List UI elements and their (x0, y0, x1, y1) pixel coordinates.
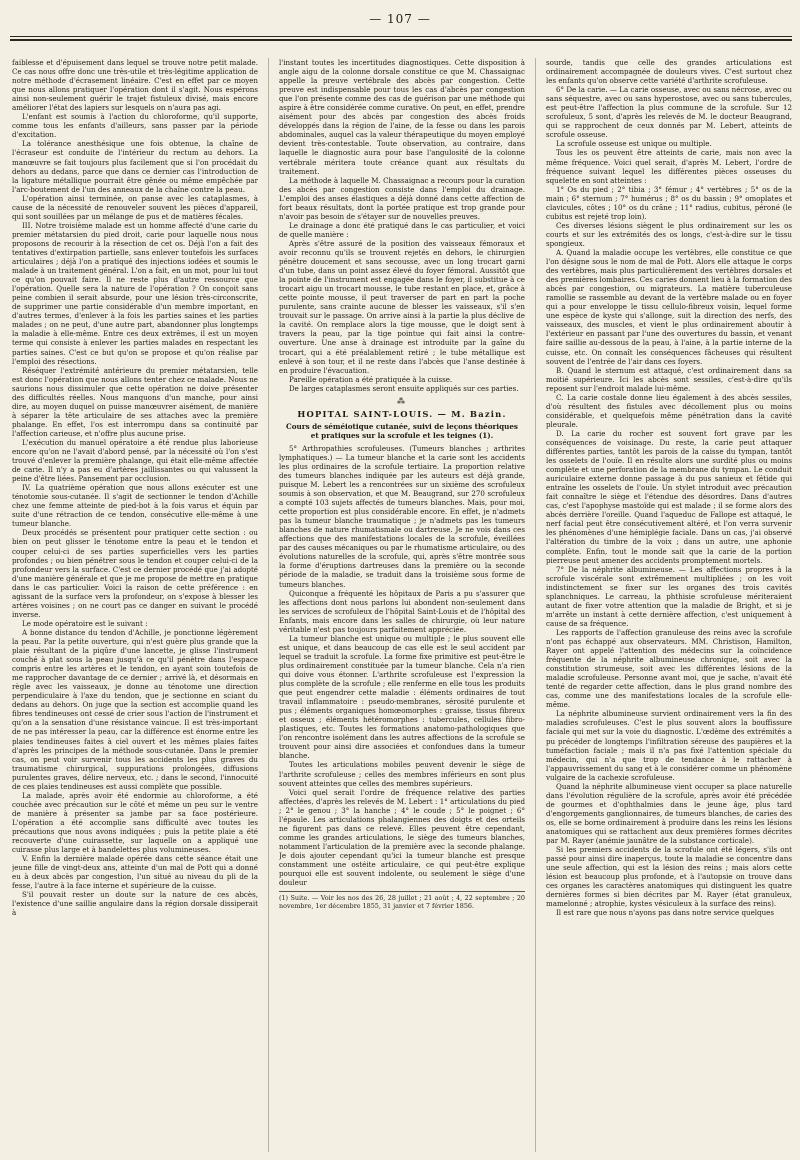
paragraph: Il est rare que nous n'ayons pas dans notre service quelques (556, 908, 774, 918)
paragraph: C. La carie costale donne lieu également à des abcès sessiles, d'où résultent des fistules avec décollement plus ou moins considérable, et quelquefois même pénétration dans la cavité pleurale. (546, 392, 792, 429)
paragraph: Après s'être assuré de la position des vaisseaux fémoraux et avoir reconnu qu'ils se trouvent rejetés en dehors, le chirurgien pénètre doucement et sans secousse, avec un long trocart garni d'un tube, dans un point assez élevé du foyer fémoral. Aussitôt que la pointe de l'instrument est engagée dans le foyer, il substitue à ce trocart aigu un trocart mousse, le tube restant en place, et, grâce à cette pointe mousse, il peut traverser de part en part la poche purulente, sans crainte aucune de blesser les vaisseaux, s'il s'en trouvait sur le passage. On arrive ainsi à la partie la plus déclive de la cavité. On remplace alors la tige mousse, que le doigt sent à travers la peau, par la tige pointue qui fait ainsi la contre-ouverture. Une anse à drainage est introduite par la gaîne du trocart, qui a été préalablement retiré ; le tube métallique est enlevé à son tour, et il ne reste dans l'abcès que l'anse destinée à en produire l'évacuation. (279, 238, 525, 375)
paragraph: La scrofule osseuse est unique ou multiple. (556, 139, 712, 149)
footnote: (1) Suite. — Voir les nos des 26, 28 juillet ; 21 août ; 4, 22 septembre ; 20 novembre, 1er décembre 1855, 31 janvier et 7 février 1856. (279, 891, 525, 910)
paragraph: A bonne distance du tendon d'Achille, je ponctionne légèrement la peau. Par la petite ouverture, qui n'est guère plus grande que la plaie résultant de la piqûre d'une lancette, je glisse l'instrument couché à plat sous la peau jusqu'à ce qu'il pénètre dans l'espace compris entre les artères et le tendon, en ayant soin toutefois de me rapprocher davantage de ce dernier ; arrivé là, et désormais en règle avec les vaisseaux, je donne au ténotome une direction perpendiculaire à l'axe du tendon, que je sectionne en sciant du dedans au dehors. On juge que la section est accomplie quand les fibres tendineuses ont cessé de crier sous l'action de l'instrument et qu'on a la sensation d'une résistance vaincue. Il est très-important de ne pas intéresser la peau, car la différence est énorme entre les plaies tendineuses faites à ciel ouvert et les mêmes plaies faites d'après les principes de la méthode sous-cutanée. Dans le premier cas, on peut voir survenir tous les accidents les plus graves du traumatisme chirurgical, suppurations prolongées, diffusions purulentes graves, délire nerveux, etc. ; dans le second, l'innocuité de ces plaies tendineuses est aussi complète que possible. (12, 627, 258, 791)
paragraph: 7° De la néphrite albumineuse. — Les affections propres à la scrofule viscérale sont extrêmement multipliées ; on les voit indistinctement se fixer sur les organes des trois cavités splanchniques. Le carreau, la phthisie scrofuleuse mériteraient autant de fixer votre attention que la maladie de Bright, et si je m'arrête un instant à cette dernière affection, c'est uniquement à cause de sa fréquence. (546, 564, 792, 628)
paragraph: Ces diverses lésions siègent le plus ordinairement sur les os courts et sur les extrémités des os longs, c'est-à-dire sur le tissu spongieux. (546, 220, 792, 248)
paragraph: Quiconque a fréquenté les hôpitaux de Paris a pu s'assurer que les affections dont nous parlons lui abondent non-seulement dans les services de scrofuleux de l'hôpital Saint-Louis et de l'hôpital des Enfants, mais encore dans les salles de chirurgie, où leur nature véritable n'est pas toujours parfaitement appréciée. (279, 588, 525, 634)
paragraph: L'enfant est soumis à l'action du chloroforme, qu'il supporte, comme tous les enfants d'ailleurs, sans passer par la période d'excitation. (12, 112, 258, 140)
paragraph: La tumeur blanche est unique ou multiple ; le plus souvent elle est unique, et dans beaucoup de cas elle est le seul accident par lequel se traduit la scrofule. La forme fixe primitive est peut-être le plus ordinairement constituée par la tumeur blanche. Cela n'a rien qui doive vous étonner. L'arthrite scrofuleuse est l'expression la plus complète de la scrofule ; elle renferme en elle tous les produits que peut engendrer cette maladie : éléments ordinaires de tout travail inflammatoire : pseudo-membranes, sérosité purulente et pus ; éléments organiques homœomorphes : graisse, tissus fibreux et osseux ; éléments hétéromorphes : tubercules, cellules fibro-plastiques, etc. Toutes les formations anatomo-pathologiques que l'on rencontre isolément dans les autres affections de la scrofule se trouvent pour ainsi dire associées et confondues dans la tumeur blanche. (279, 633, 525, 761)
paragraph: V. Enfin la dernière malade opérée dans cette séance était une jeune fille de vingt-deux ans, atteinte d'un mal de Pott qui a donné eu à deux abcès par congestion, l'un situé au niveau du pli de la fesse, l'autre à la face interne et supérieure de la cuisse. (12, 854, 258, 891)
paragraph: L'opération ainsi terminée, on panse avec les cataplasmes, à cause de la nécessité de renouveler souvent les pièces d'appareil, qui sont souillées par un mélange de pus et de matières fécales. (12, 193, 258, 221)
column-divider (268, 58, 269, 1152)
paragraph: Toutes les articulations mobiles peuvent devenir le siège de l'arthrite scrofuleuse ; celles des membres inférieurs en sont plus souvent atteintes que celles des membres supérieurs. (279, 760, 525, 788)
header-rule (10, 36, 792, 37)
paragraph: faiblesse et d'épuisement dans lequel se trouve notre petit malade. Ce cas nous offre donc une très-utile et très-légitime application de notre méthode d'écrasement linéaire. C'est en effet par ce moyen que nous allons pratiquer l'opération dont il s'agit. Nous espérons ainsi non-seulement guérir le trajet fistuleux divisé, mais encore améliorer l'état des lapiers sur lesquels on n'aura pas agi. (12, 58, 258, 113)
column-3 (546, 58, 792, 1152)
paragraph: l'instant toutes les incertitudes diagnostiques. Cette disposition à angle aigu de la colonne dorsale constitue ce que M. Chassaignac appelle la preuve vertébrale des abcès par congestion. Cette preuve est indispensable pour tous les cas d'abcès par congestion que l'on présente comme des cas de guérison par une méthode qui aspire à être considérée comme curative. On peut, en effet, prendre aisément pour des abcès par congestion des abcès froids développés dans la région de l'aine, de la fesse ou dans les parois abdominales, auquel cas la valeur thérapeutique du moyen employé devient très-contestable. Toute observation, au contraire, dans laquelle le diagnostic aura pour base l'angulosité de la colonne vertébrale méritera toute créance quant aux résultats du traitement. (279, 58, 525, 176)
paragraph: La tolérance anesthésique une fois obtenue, la chaîne de l'écraseur est conduite de l'intérieur du rectum au dehors. La manœuvre se fait toujours plus facilement que si l'on procédait du dehors au dedans, parce que dans ce dernier cas l'introduction de la ligature métallique pourrait être gênée ou même empêchée par l'arc-boutement de l'un des anneaux de la chaîne contre la peau. (12, 139, 258, 194)
section-separator: ⁂ (397, 396, 407, 406)
paragraph: IV. La quatrième opération que nous allons exécuter est une ténotomie sous-cutanée. Il s'agit de sectionner le tendon d'Achille chez une femme atteinte de pied-bot à la fois varus et équin par suite d'une rétraction de ce tendon, consécutive elle-même à une tumeur blanche. (12, 483, 258, 529)
paragraph: Tous les os peuvent être atteints de carie, mais non avec la même fréquence. Voici quel serait, d'après M. Lebert, l'ordre de fréquence suivant lequel les différentes pièces osseuses du squelette en sont atteintes : (546, 148, 792, 185)
column-2-bottom (279, 444, 525, 887)
paragraph: S'il pouvait rester un doute sur la nature de ces abcès, l'existence d'une saillie angulaire dans la région dorsale dissiperait à (12, 890, 258, 918)
paragraph: Le mode opératoire est le suivant : (22, 618, 148, 628)
paragraph: De larges cataplasmes seront ensuite appliqués sur ces parties. (289, 383, 519, 393)
paragraph: sourde, tandis que celle des grandes articulations est ordinairement accompagnée de douleurs vives. C'est surtout chez les enfants qu'on observe cette variété d'arthrite scrofuleuse. (546, 58, 792, 86)
paragraph: 6° De la carie. — La carie osseuse, avec ou sans nécrose, avec ou sans séquestre, avec ou sans hyperostose, avec ou sans tubercules, est peut-être l'affection la plus commune de la scrofule. Sur 12 scrofuleux, 5 sont, d'après les relevés de M. le docteur Beaugrand, qui se rapprochent de ceux donnés par M. Lebert, atteints de scrofule osseuse. (546, 85, 792, 140)
header-rule-thick (10, 39, 792, 41)
paragraph: III. Notre troisième malade est un homme affecté d'une carie du premier métatarsien du pied droit, carie pour laquelle nous nous proposons de recourir à la résection de cet os. Déjà l'on a fait des tentatives d'extirpation partielle, sans enlever toutefois les surfaces articulaires ; déjà l'on a pratiqué des injections iodées et soumis le malade à un traitement général. L'on a fait, en un mot, pour lui tout ce qu'on pouvait faire. Il ne reste plus d'autre ressource que l'opération. Quelle sera la nature de l'opération ? On conçoit sans peine combien il serait absurde, pour une lésion très-circonscrite, de supprimer une partie considérable d'un membre important, en d'autres termes, d'enlever à la fois les parties saines et les parties malades ; on ne peut, d'une autre part, abandonner plus longtemps la maladie à elle-même. Entre ces deux extrêmes, il est un moyen terme qui consiste à enlever les parties malades en respectant les parties saines. C'est ce but qu'on se propose et qu'on réalise par l'emploi des résections. (12, 220, 258, 366)
lecture-title: Cours de séméiotique cutanée, suivi de leçons théoriques et pratiques sur la scrofule et les teignes (1). (286, 421, 518, 440)
paragraph: Le drainage a donc été pratiqué dans le cas particulier, et voici de quelle manière : (279, 220, 525, 239)
paragraph: Les rapports de l'affection granuleuse des reins avec la scrofule n'ont pas échappé aux observateurs. MM. Christison, Hamilton, Rayer ont appelé l'attention des médecins sur la coïncidence fréquente de la néphrite albumineuse chronique, soit avec la constitution strumeuse, soit avec les différentes lésions de la maladie scrofuleuse. Personne avant moi, que je sache, n'avait été tenté de regarder cette affection, dans le plus grand nombre des cas, comme une des manifestations locales de la scrofule elle-même. (546, 627, 792, 710)
paragraph: Si les premiers accidents de la scrofule ont été légers, s'ils ont passé pour ainsi dire inaperçus, toute la maladie se concentre dans une seule affection, qui est la lésion des reins ; mais alors cette lésion est beaucoup plus profonde, et à l'autopsie on trouve dans ces organes les caractères anatomiques qui distinguent les quatre dernières formes si bien décrites par M. Rayer (état granuleux, mamelonné ; atrophie, kystes vésiculeux à la surface des reins). (546, 845, 792, 909)
page-number: — 107 — (369, 12, 431, 26)
paragraph: Réséquer l'extrémité antérieure du premier métatarsien, telle est donc l'opération que nous allons tenter chez ce malade. Nous ne saurions nous dissimuler que cette opération ne doive présenter des difficultés réelles. Nous manquons d'un manche, pour ainsi dire, au moyen duquel on puisse manœuvrer aisément, de manière à séparer la tête articulaire de ses attaches avec la première phalange. En effet, l'os est interrompu dans sa continuité par l'affection carieuse, et n'offre plus aucune prise. (12, 365, 258, 438)
paragraph: Voici quel serait l'ordre de fréquence relative des parties affectées, d'après les relevés de M. Lebert : 1° articulations du pied ; 2° le genou ; 3° la hanche ; 4° le coude ; 5° le poignet ; 6° l'épaule. Les articulations phalangiennes des doigts et des orteils ne figurent pas dans ce relevé. Elles peuvent être cependant, comme les grandes articulations, le siège des tumeurs blanches, notamment l'articulation de la première avec la seconde phalange. Je dois ajouter cependant qu'ici la tumeur blanche est presque constamment une ostéite articulaire, ce qui peut-être explique pourquoi elle est souvent indolente, ou seulement le siège d'une douleur (279, 787, 525, 888)
paragraph: La malade, après avoir été endormie au chloroforme, a été couchée avec précaution sur le côté et même un peu sur le ventre de manière à présenter sa jambe par sa face postérieure. L'opération a été accomplie sans difficulté avec toutes les précautions que nous avons indiquées ; puis la petite plaie a été recouverte d'une cuirassette, sur laquelle on a appliqué une cuirasse plus large et à bandelettes plus volumineuses. (12, 790, 258, 855)
column-2-top (279, 58, 525, 393)
column-divider (535, 58, 536, 1152)
paragraph: D. La carie du rocher est souvent fort grave par les conséquences de voisinage. Du reste, la carie peut attaquer différentes parties, tantôt les parois de la caisse du tympan, tantôt les osselets de l'ouïe. Il en résulte alors une surdité plus ou moins complète et une perforation de la membrane du tympan. Le conduit auriculaire externe donne passage à du pus sanieux et fétide qui entraîne les osselets de l'ouïe. Un stylet introduit avec précaution fait connaître le siège et l'étendue des désordres. Dans d'autres cas, c'est l'apophyse mastoïde qui est malade ; il se forme alors des abcès derrière l'oreille. Quand l'aqueduc de Fallope est attaqué, le nerf facial peut être consécutivement altéré, et l'on verra survenir les phénomènes d'une hémiplégie faciale. Dans un cas, j'ai observé l'altération du timbre de la voix ; dans un autre, une aphonie complète. Enfin, tout le monde sait que la carie de la portion pierreuse peut amener des accidents promptement mortels. (546, 428, 792, 565)
page-header (0, 10, 800, 32)
paragraph: La méthode à laquelle M. Chassaignac a recours pour la curation des abcès par congestion consiste dans l'emploi du drainage. L'emploi des anses élastiques a déjà donné dans cette affection de fort beaux résultats, dont la portée pratique est trop grande pour n'avoir pas besoin de s'étayer sur de nouvelles preuves. (279, 175, 525, 221)
paragraph: 1° Os du pied ; 2° tibia ; 3° fémur ; 4° vertèbres ; 5° os de la main ; 6° sternum ; 7° humérus ; 8° os du bassin ; 9° omoplates et clavicules, côtes ; 10° os du crâne ; 11° radius, cubitus, péroné (le cubitus est rejeté trop loin). (546, 184, 792, 221)
paragraph: L'exécution du manuel opératoire a été rendue plus laborieuse encore qu'on ne l'avait d'abord pensé, par la nécessité où l'on s'est trouvé d'enlever la première phalange, qui était elle-même affectée de carie. Il n'y a pas eu d'artères jaillissantes ou qui valussent la peine d'être liées. Pansement par occlusion. (12, 437, 258, 484)
paragraph: La néphrite albumineuse survient ordinairement vers la fin des maladies scrofuleuses. C'est le plus souvent alors la bouffissure faciale qui met sur la voie du diagnostic. L'œdème des extrémités a pu précéder de longtemps l'infiltration séreuse des paupières et la tuméfaction faciale ; mais il n'a pas fixé l'attention spéciale du médecin, qui n'a que trop de tendance à le rattacher à l'appauvrissement du sang et à le considérer comme un phénomène vulgaire de la cachexie scrofuleuse. (546, 709, 792, 782)
paragraph: Pareille opération a été pratiquée à la cuisse. (289, 374, 453, 384)
column-2 (279, 58, 525, 1152)
paragraph: 5° Arthropathies scrofuleuses. (Tumeurs blanches ; arthrites lymphatiques.) — La tumeur blanche et la carie sont les accidents les plus ordinaires de la scrofule tertiaire. La proportion relative des tumeurs blanches indiquée par les auteurs est déjà grande, puisque M. Lebert les a rencontrées sur un sixième des scrofuleux soumis à son observation, et que M. Beaugrand, sur 270 scrofuleux a compté 103 sujets affectés de tumeurs blanches. Mais, pour moi, cette proportion est plus considérable encore. En effet, je n'admets pas la tumeur blanche traumatique ; je n'admets pas les tumeurs blanches de nature rhumatismale ou dartreuse. Je ne vois dans ces affections que des manifestations locales de la scrofule, éveillées par des causes mécaniques ou par le rhumatisme articulaire, ou des évolutions naturelles de la scrofule, qui, après s'être montrée sous la forme d'éruptions dartreuses dans la première ou la seconde période de la maladie, se traduit dans la troisième sous forme de tumeurs blanches. (279, 443, 525, 589)
paragraph: Deux procédés se présentent pour pratiquer cette section : ou bien on peut glisser le ténotome entre la peau et le tendon et couper celui-ci de ses parties superficielles vers les parties profondes ; ou bien pénétrer sous le tendon et couper celui-ci de la profondeur vers la surface. C'est ce dernier procédé que j'ai adopté d'une manière générale et que je me propose de mettre en pratique dans le cas particulier. Voici la raison de cette préférence : en agissant de la surface vers la profondeur, on s'expose à blesser les artères voisines ; on ne court pas ce danger en suivant le procédé inverse. (12, 528, 258, 619)
paragraph: Quand la néphrite albumineuse vient occuper sa place naturelle dans l'évolution régulière de la scrofule, après avoir été précédée de gourmes et d'ophthalmies dans le jeune âge, plus tard d'engorgements ganglionnaires, de tumeurs blanches, de caries des os, elle se borne ordinairement à produire dans les reins les lésions anatomiques qui se rattachent aux deux premières formes décrites par M. Rayer (anémie jaunâtre de la substance corticale). (546, 781, 792, 846)
paragraph: B. Quand le sternum est attaqué, c'est ordinairement dans sa moitié supérieure. Ici les abcès sont sessiles, c'est-à-dire qu'ils reposent sur l'endroit malade lui-même. (546, 365, 792, 393)
paragraph: A. Quand la maladie occupe les vertèbres, elle constitue ce que l'on désigne sous le nom de mal de Pott. Alors elle attaque le corps des vertèbres, mais plus particulièrement des vertèbres dorsales et des premières lombaires. Ces caries donnent lieu à la formation des abcès par congestion, ou migrateurs. La matière tuberculeuse ramollie se rassemble au devant de la vertèbre malade ou en foyer qui a pour enveloppe le tissu cellulo-fibreux voisin, lequel forme une espèce de kyste qui s'allonge, suit la direction des nerfs, des vaisseaux, des muscles, et vient le plus ordinairement aboutir à l'extérieur en passant par l'une des ouvertures du bassin, et venant faire saillie au-dessous de la peau, à l'aine, à la partie interne de la cuisse, etc. On connaît les conséquences fâcheuses qui résultent souvent de l'entrée de l'air dans ces foyers. (546, 247, 792, 366)
column-1 (12, 58, 258, 1152)
hospital-title: HOPITAL SAINT-LOUIS. — M. Bazin. (297, 408, 507, 419)
text-columns (12, 58, 792, 1152)
